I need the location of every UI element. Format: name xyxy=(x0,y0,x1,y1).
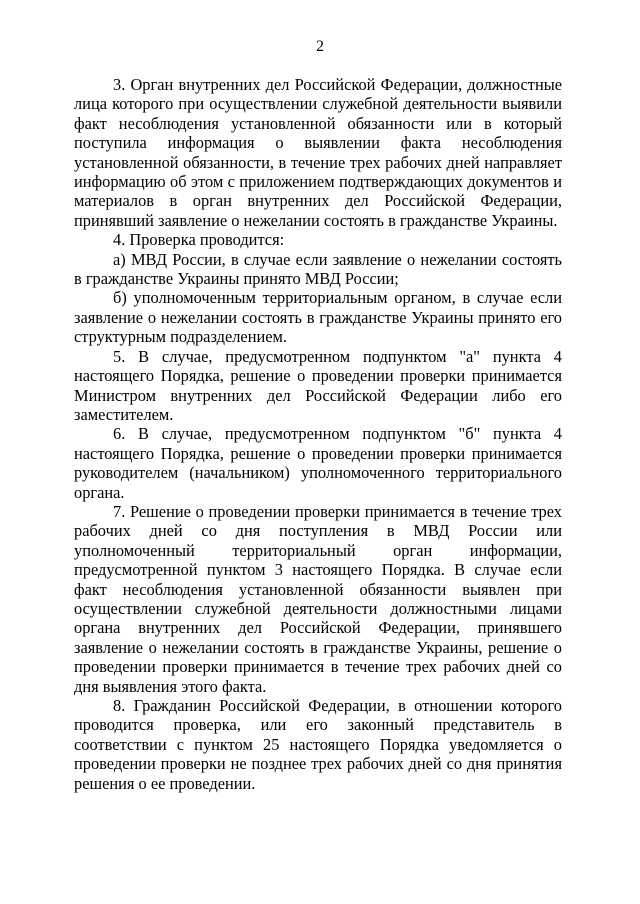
subparagraph-4b: б) уполномоченным территориальным органом, в случае если заявление о нежелании состоять в гражданстве Украины принято его структурным подразделением. xyxy=(74,288,562,347)
subparagraph-4a: а) МВД России, в случае если заявление о нежелании состоять в гражданстве Украины принято МВД России; xyxy=(74,249,562,289)
paragraph-8: 8. Гражданин Российской Федерации, в отношении которого проводится проверка, или его законный представитель в соответствии с пунктом 25 настоящего Порядка уведомляется о проведении проверки не позднее трех рабочих дней со дня принятия решения о ее проведении. xyxy=(74,696,562,793)
page-number: 2 xyxy=(316,38,324,55)
paragraph-6: 6. В случае, предусмотренном подпунктом "б" пункта 4 настоящего Порядка, решение о проведении проверки принимается руководителем (начальником) уполномоченного территориального органа. xyxy=(74,424,562,502)
paragraph-3: 3. Орган внутренних дел Российской Федерации, должностные лица которого при осуществлении служебной деятельности выявили факт несоблюдения установленной обязанности или в который поступила информация о выявлении факта несоблюдения установленной обязанности, в течение трех рабочих дней направляет информацию об этом с приложением подтверждающих документов и материалов в орган внутренних дел Российской Федерации, принявший заявление о нежелании состоять в гражданстве Украины. xyxy=(74,75,562,230)
paragraph-5: 5. В случае, предусмотренном подпунктом "а" пункта 4 настоящего Порядка, решение о проведении проверки принимается Министром внутренних дел Российской Федерации либо его заместителем. xyxy=(74,346,562,424)
paragraph-7: 7. Решение о проведении проверки принимается в течение трех рабочих дней со дня поступления в МВД России или уполномоченный территориальный орган информации, предусмотренной пунктом 3 настоящего Порядка. В случае если факт несоблюдения установленной обязанности выявлен при осуществлении служебной деятельности должностными лицами органа внутренних дел Российской Федерации, принявшего заявление о нежелании состоять в гражданстве Украины, решение о проведении проверки принимается в течение трех рабочих дней со дня выявления этого факта. xyxy=(74,501,562,696)
paragraph-4: 4. Проверка проводится: xyxy=(113,230,285,250)
document-body xyxy=(74,75,562,793)
